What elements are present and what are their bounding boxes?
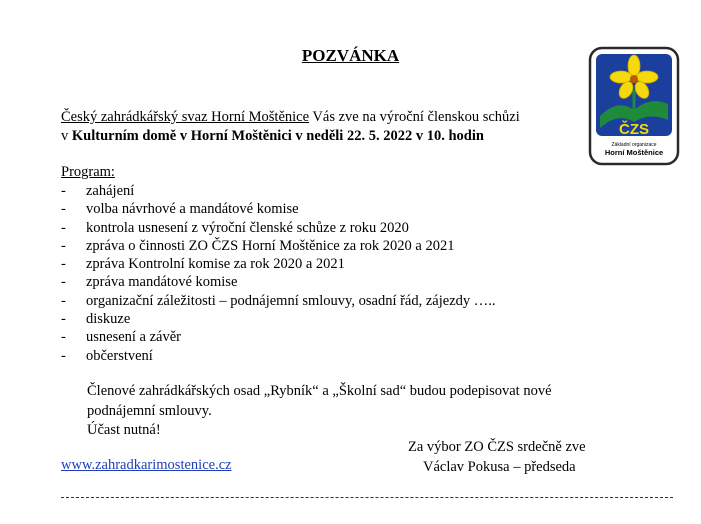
flower-center xyxy=(630,75,638,83)
members-note: Členové zahrádkářských osad „Rybník“ a „Školní sad“ budou podepisovat nové podnájemní smlouvy. Účast nutná! xyxy=(87,383,552,438)
bullet-dash: - xyxy=(61,237,66,254)
program-item xyxy=(61,255,496,273)
program-item-text: zahájení xyxy=(86,183,135,199)
program-item xyxy=(61,310,496,328)
bullet-dash: - xyxy=(61,274,66,291)
intro-line-1: Český zahrádkářský svaz Horní Moštěnice Vás zve na výroční členskou schůzi xyxy=(61,109,520,125)
bullet-dash: - xyxy=(61,329,66,346)
program-item xyxy=(61,237,496,255)
logo-caption-name: Horní Moštěnice xyxy=(604,148,664,157)
bullet-dash: - xyxy=(61,183,66,199)
program-item xyxy=(61,200,496,218)
program-item-text: volba návrhové a mandátové komise xyxy=(86,201,299,218)
program-item-text: usnesení a závěr xyxy=(86,329,182,346)
program-item xyxy=(61,347,496,365)
organization-name: Český zahrádkářský svaz Horní Moštěnice xyxy=(61,109,310,125)
dashed-divider xyxy=(61,497,673,498)
program-heading: Program: xyxy=(61,164,115,180)
website-link[interactable]: www.zahradkarimostenice.cz xyxy=(61,457,232,473)
program-item-text: diskuze xyxy=(86,311,131,328)
bullet-dash: - xyxy=(61,256,66,273)
bullet-dash: - xyxy=(61,219,66,236)
page-title: POZVÁNKA xyxy=(301,46,400,65)
intro-line-2: v Kulturním domě v Horní Moštěnici v neděli 22. 5. 2022 v 10. hodin xyxy=(61,128,484,144)
program-item xyxy=(61,328,496,346)
event-venue-date: Kulturním domě v Horní Moštěnici v neděli 22. 5. 2022 v 10. hodin xyxy=(71,128,484,144)
program-item-text: organizační záležitosti – podnájemní smlouvy, osadní řád, zájezdy ….. xyxy=(86,292,496,309)
bullet-dash: - xyxy=(61,201,66,218)
invitation-intro xyxy=(61,108,520,146)
program-item-text: zpráva o činnosti ZO ČZS Horní Moštěnice za rok 2020 a 2021 xyxy=(86,237,455,254)
program-item-text: občerstvení xyxy=(86,347,153,364)
program-item xyxy=(61,219,496,237)
bullet-dash: - xyxy=(61,311,66,328)
program-list xyxy=(61,182,496,365)
signature: Za výbor ZO ČZS srdečně zve Václav Pokusa – předseda xyxy=(408,439,586,475)
program-item xyxy=(61,292,496,310)
program-item-text: kontrola usnesení z výroční členské schůze z roku 2020 xyxy=(86,219,409,236)
logo-caption-small: Základní organizace xyxy=(611,142,657,148)
program-item-text: zpráva Kontrolní komise za rok 2020 a 2021 xyxy=(86,256,345,273)
czs-logo xyxy=(588,46,680,166)
bullet-dash: - xyxy=(61,292,66,309)
program-item xyxy=(61,273,496,291)
program-item xyxy=(61,182,496,200)
bullet-dash: - xyxy=(61,347,66,364)
logo-letters: ČZS xyxy=(619,121,649,138)
program-item-text: zpráva mandátové komise xyxy=(86,274,238,291)
